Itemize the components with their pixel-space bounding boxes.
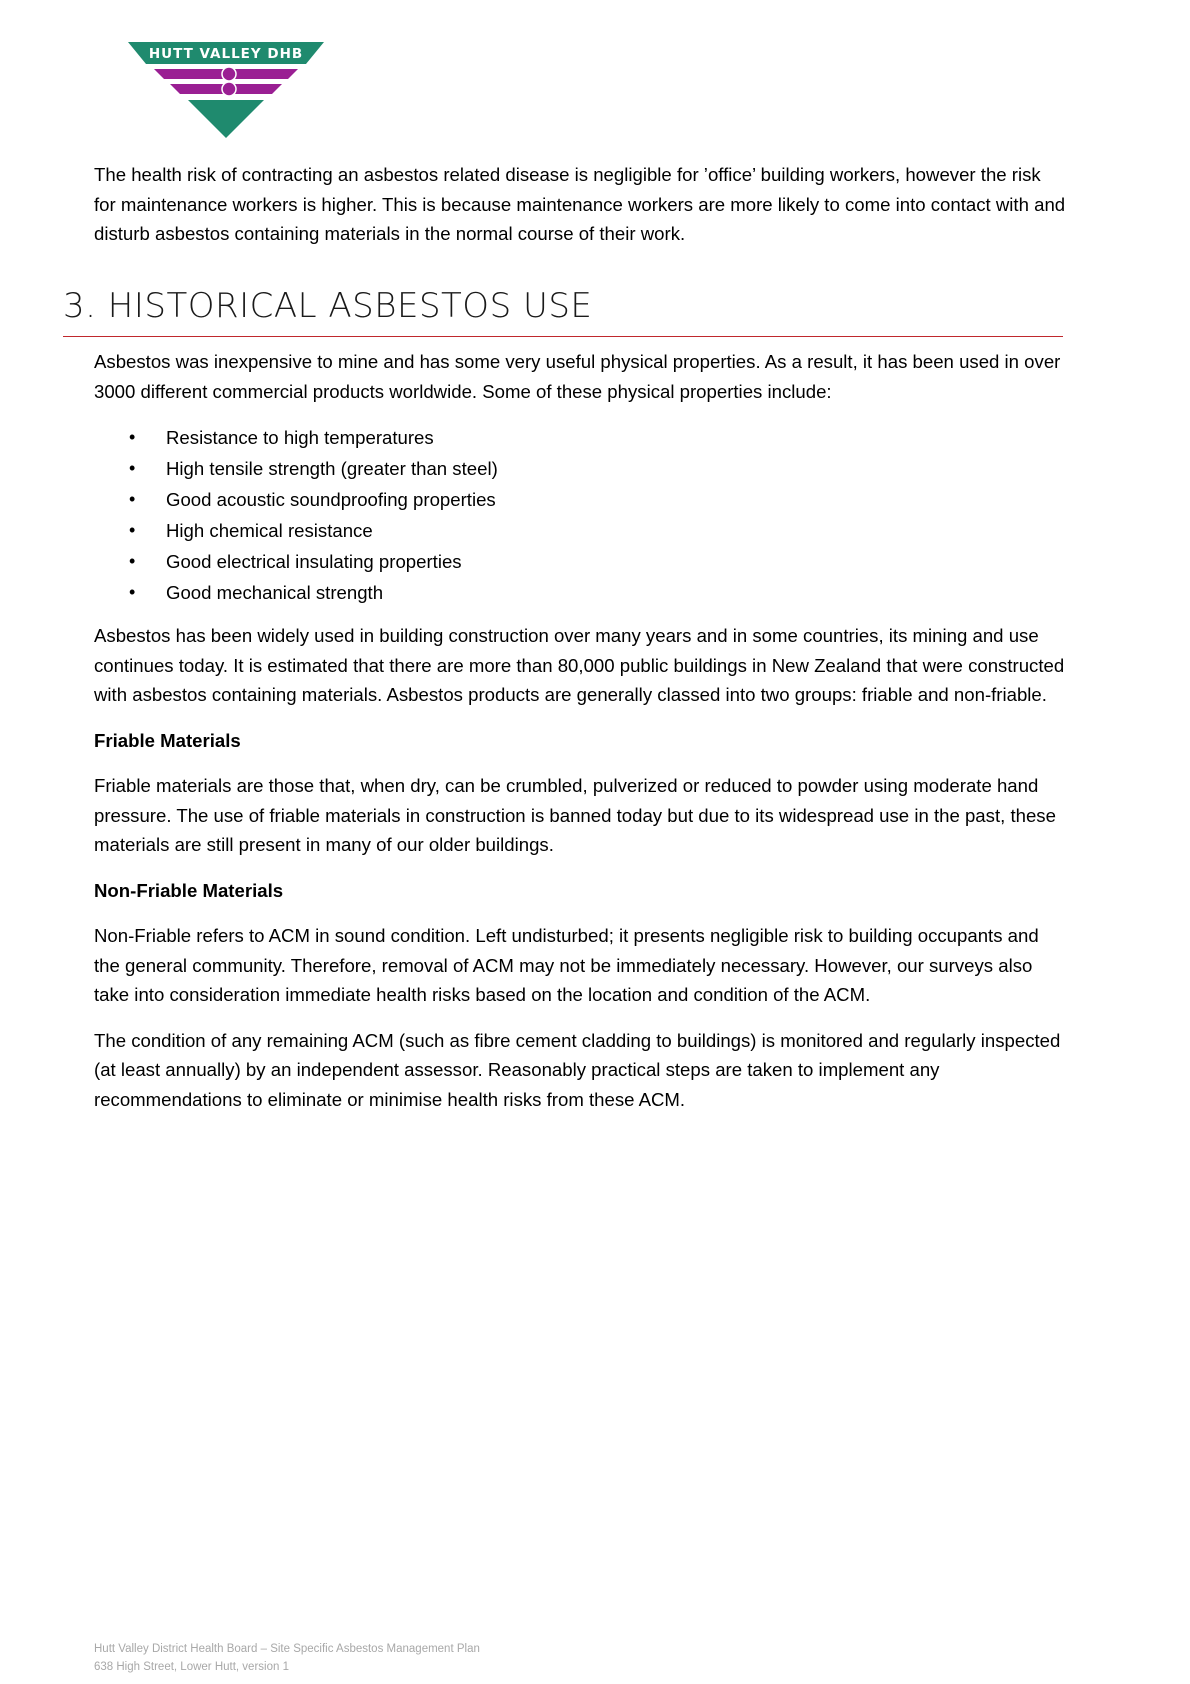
logo-hook-2	[222, 82, 236, 96]
list-item	[94, 484, 1066, 515]
logo-hook-1	[222, 67, 236, 81]
section-number: 3.	[63, 286, 97, 326]
paragraph-building-use: Asbestos has been widely used in building construction over many years and in some countries, its mining and use continues today. It is estimated that there are more than 80,000 public buildings in New Zealand that were constructed with asbestos containing materials. Asbestos products are generally classed into two groups: friable and non-friable.	[94, 625, 1065, 705]
footer-address-version: 638 High Street, Lower Hutt, version 1	[94, 1661, 289, 1673]
list-item-text: High tensile strength (greater than steel)	[166, 458, 498, 479]
section-heading-rule	[63, 336, 1063, 337]
bullet-icon: •	[129, 489, 136, 509]
list-item-text: Good electrical insulating properties	[166, 551, 462, 572]
friable-materials-heading: Friable Materials	[94, 729, 241, 751]
list-item-text: Good acoustic soundproofing properties	[166, 489, 496, 510]
bullet-icon: •	[129, 520, 136, 540]
logo-graphic	[128, 42, 324, 142]
list-item	[94, 546, 1066, 577]
paragraph-acm-monitoring: The condition of any remaining ACM (such as fibre cement cladding to buildings) is monitored and regularly inspected (at least annually) by an independent assessor. Reasonably practical steps are taken to implement any recommendations to eliminate or minimise health risks from these ACM.	[94, 1029, 1061, 1110]
section-title: HISTORICAL ASBESTOS USE	[107, 286, 593, 326]
intro-block	[94, 160, 1066, 249]
list-item-text: Resistance to high temperatures	[166, 427, 434, 448]
list-item-text: Good mechanical strength	[166, 582, 384, 603]
bullet-icon: •	[129, 582, 136, 602]
paragraph-asbestos-properties-intro: Asbestos was inexpensive to mine and has some very useful physical properties. As a result, it has been used in over 3000 different commercial products worldwide. Some of these physical properties include:	[94, 351, 1061, 402]
hutt-valley-dhb-logo	[128, 42, 324, 142]
non-friable-materials-text: Non-Friable refers to ACM in sound condition. Left undisturbed; it presents negligible risk to building occupants and the general community. Therefore, removal of ACM may not be immediately necessary. However, our surveys also take into consideration immediate health risks based on the location and condition of the ACM.	[94, 925, 1039, 1005]
bullet-icon: •	[129, 458, 136, 478]
list-item	[94, 515, 1066, 546]
list-item	[94, 422, 1066, 453]
section-heading	[63, 286, 1063, 326]
logo-bottom-triangle	[188, 100, 264, 138]
non-friable-materials-heading: Non-Friable Materials	[94, 879, 284, 901]
friable-materials-text: Friable materials are those that, when dry, can be crumbled, pulverized or reduced to powder using moderate hand pressure. The use of friable materials in construction is banned today but due to its widespread use in the past, these materials are still present in many of our older buildings.	[94, 775, 1056, 855]
list-item	[94, 453, 1066, 484]
bullet-icon: •	[129, 551, 136, 571]
footer-document-title: Hutt Valley District Health Board – Site Specific Asbestos Management Plan	[94, 1643, 480, 1655]
intro-paragraph: The health risk of contracting an asbestos related disease is negligible for ’office’ building workers, however the risk for maintenance workers is higher. This is because maintenance workers are more likely to come into contact with and disturb asbestos containing materials in the normal course of their work.	[94, 164, 1066, 244]
section-body	[94, 347, 1066, 1130]
page-footer	[94, 1640, 480, 1676]
logo-text: HUTT VALLEY DHB	[148, 46, 304, 62]
list-item-text: High chemical resistance	[166, 520, 373, 541]
bullet-icon: •	[129, 427, 136, 447]
properties-list	[94, 422, 1066, 608]
list-item	[94, 577, 1066, 608]
